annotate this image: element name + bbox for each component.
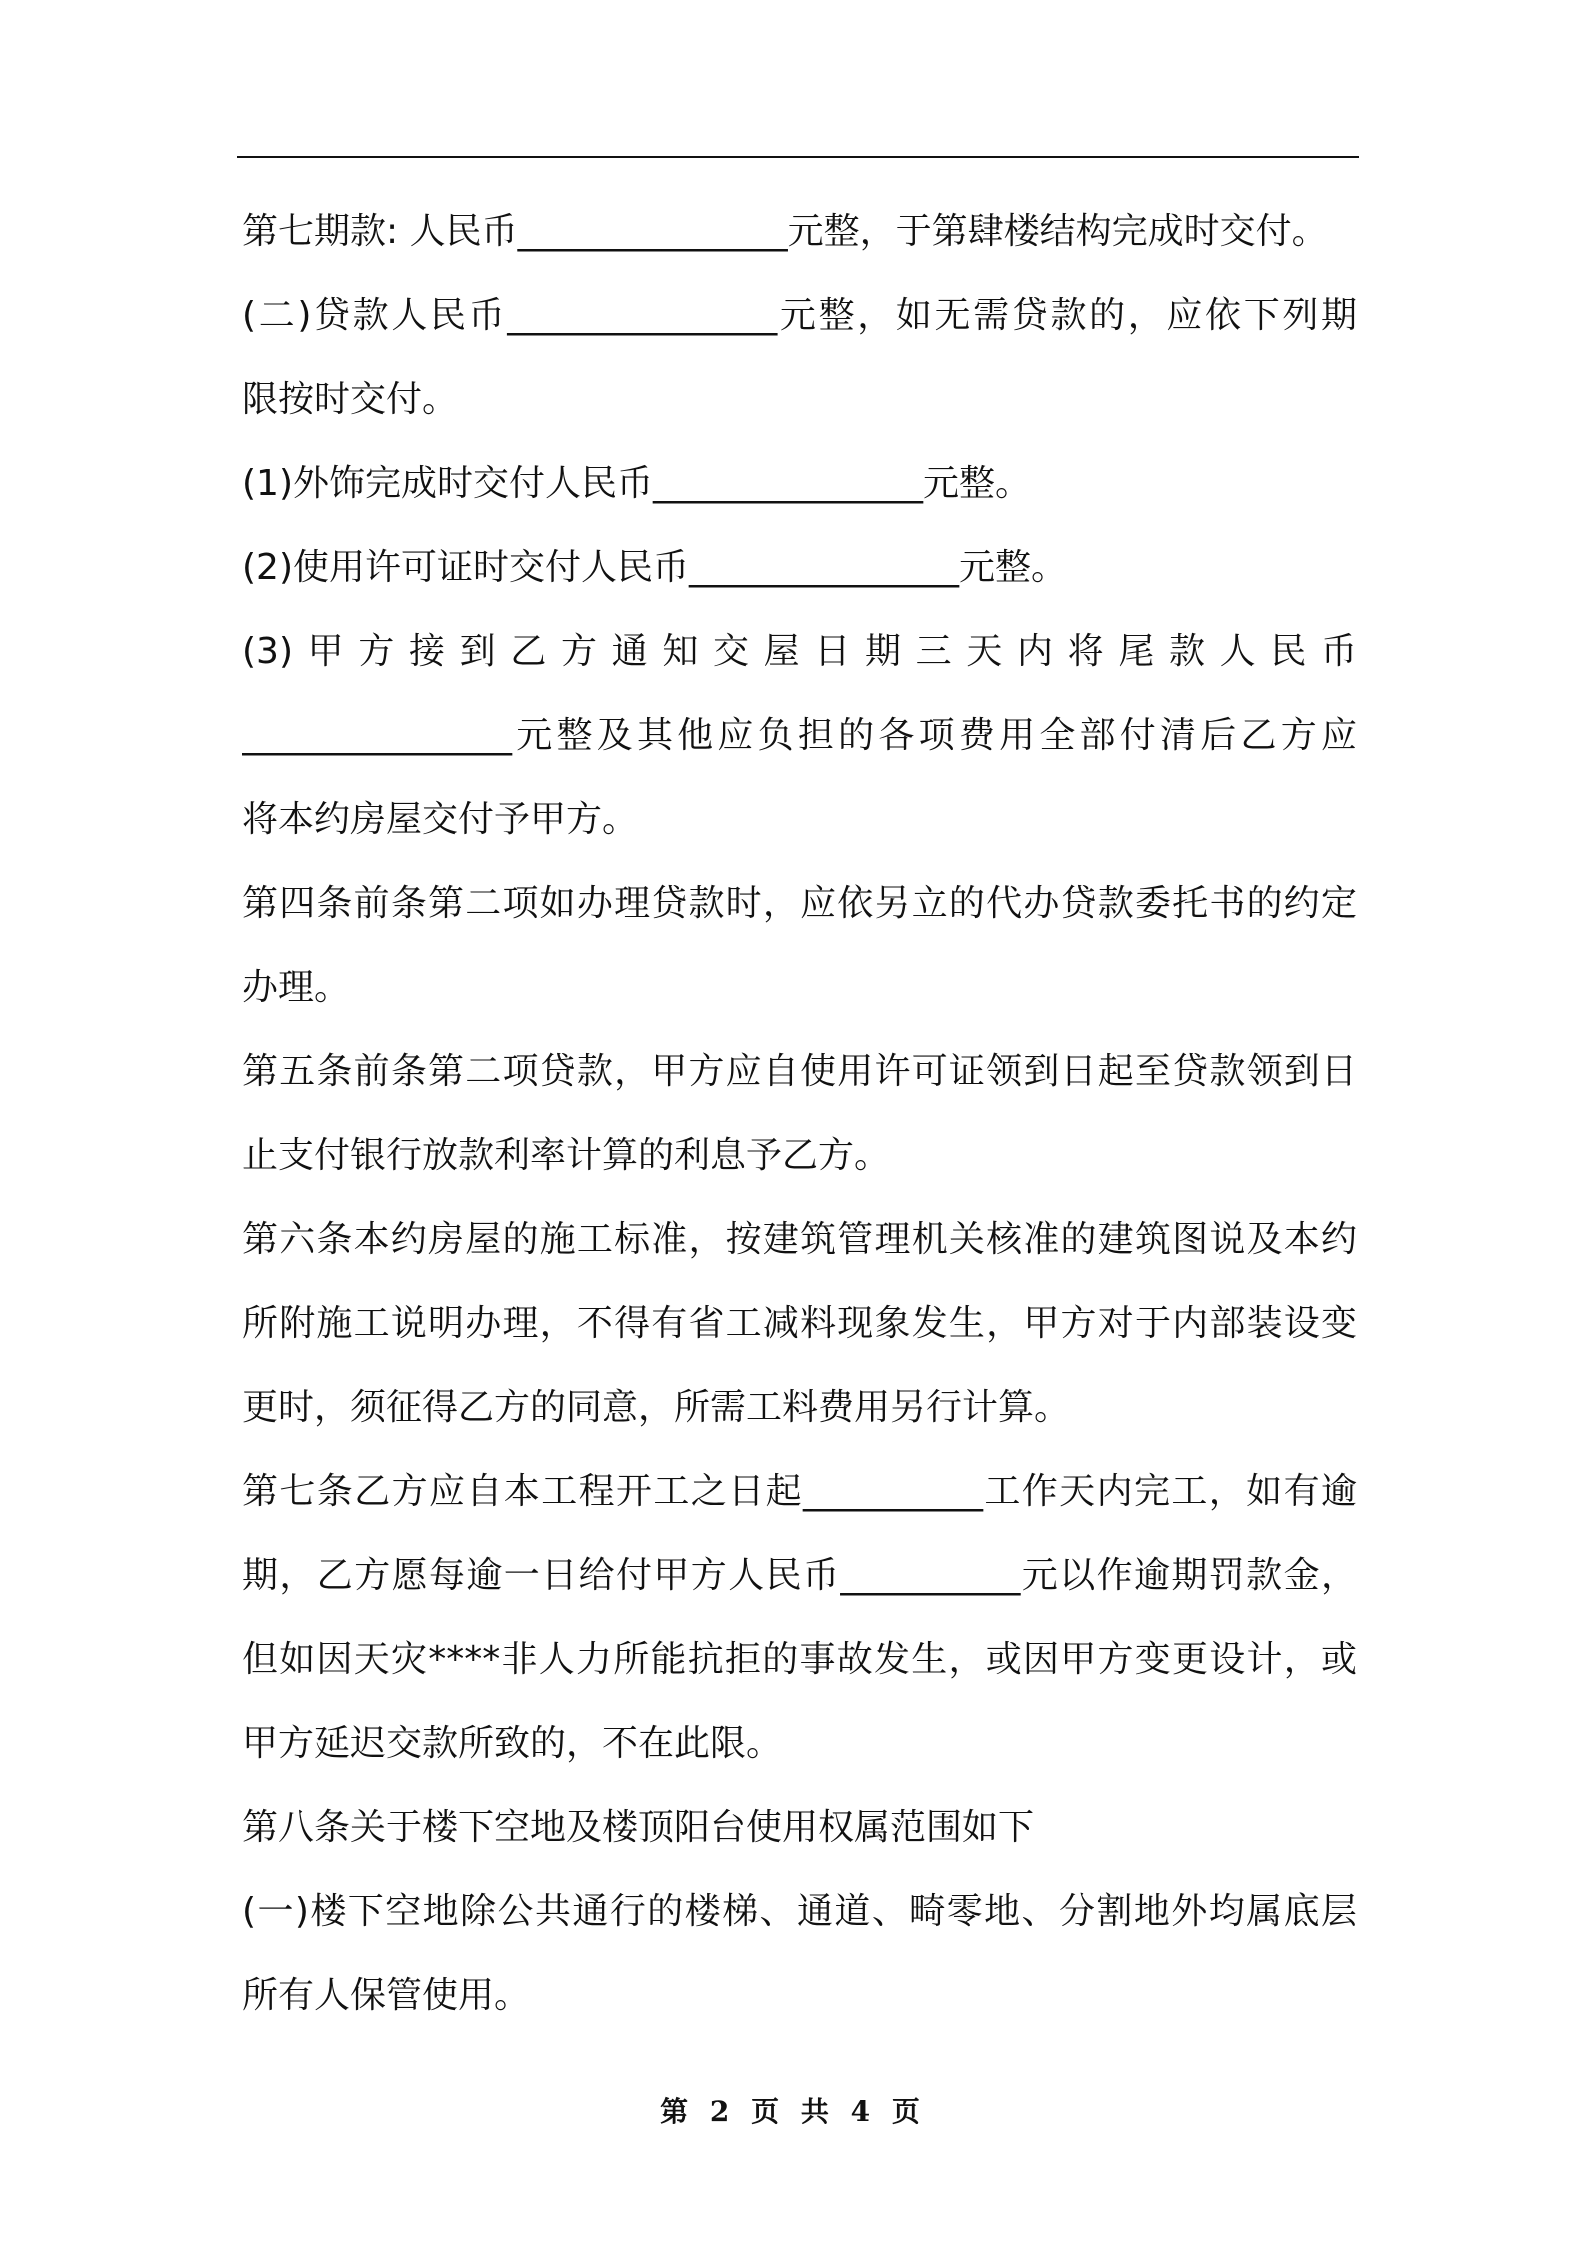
paragraph-line: 更时，须征得乙方的同意，所需工料费用另行计算。 <box>242 1387 1071 1428</box>
paragraph-line: (一)楼下空地除公共通行的楼梯、通道、畸零地、分割地外均属底层 <box>242 1891 1357 1932</box>
paragraph-line: 甲方延迟交款所致的，不在此限。 <box>242 1723 783 1764</box>
paragraph-line: (二)贷款人民币_______________元整，如无需贷款的，应依下列期 <box>242 295 1357 336</box>
paragraph-line: 第六条本约房屋的施工标准，按建筑管理机关核准的建筑图说及本约 <box>242 1219 1357 1260</box>
paragraph-line: (3)甲方接到乙方通知交屋日期三天内将尾款人民币 <box>242 631 1357 672</box>
paragraph-line: 第七期款: 人民币_______________元整，于第肆楼结构完成时交付。 <box>242 211 1328 252</box>
paragraph-line: 第八条关于楼下空地及楼顶阳台使用权属范围如下 <box>242 1807 1035 1848</box>
document-body <box>242 190 1357 2038</box>
page-number: 第 2 页 共 4 页 <box>660 2095 926 2128</box>
paragraph-line: 限按时交付。 <box>242 379 459 420</box>
paragraph-line: 期，乙方愿每逾一日给付甲方人民币__________元以作逾期罚款金， <box>242 1555 1357 1596</box>
paragraph-line: 所有人保管使用。 <box>242 1975 531 2016</box>
paragraph-line: 第五条前条第二项贷款，甲方应自使用许可证领到日起至贷款领到日 <box>242 1051 1357 1092</box>
paragraph-line: 第四条前条第二项如办理贷款时，应依另立的代办贷款委托书的约定 <box>242 883 1357 924</box>
paragraph-line: 止支付银行放款利率计算的利息予乙方。 <box>242 1135 891 1176</box>
paragraph-line: _______________元整及其他应负担的各项费用全部付清后乙方应 <box>242 715 1357 756</box>
paragraph-line: 但如因天灾****非人力所能抗拒的事故发生，或因甲方变更设计，或 <box>242 1639 1357 1680</box>
header-rule <box>237 156 1359 158</box>
paragraph-line: (1)外饰完成时交付人民币_______________元整。 <box>242 463 1031 504</box>
paragraph-line: 办理。 <box>242 967 351 1008</box>
paragraph-line: 将本约房屋交付予甲方。 <box>242 799 639 840</box>
paragraph-line: (2)使用许可证时交付人民币_______________元整。 <box>242 547 1067 588</box>
paragraph-line: 所附施工说明办理，不得有省工减料现象发生，甲方对于内部装设变 <box>242 1303 1357 1344</box>
paragraph-line: 第七条乙方应自本工程开工之日起__________工作天内完工，如有逾 <box>242 1471 1357 1512</box>
